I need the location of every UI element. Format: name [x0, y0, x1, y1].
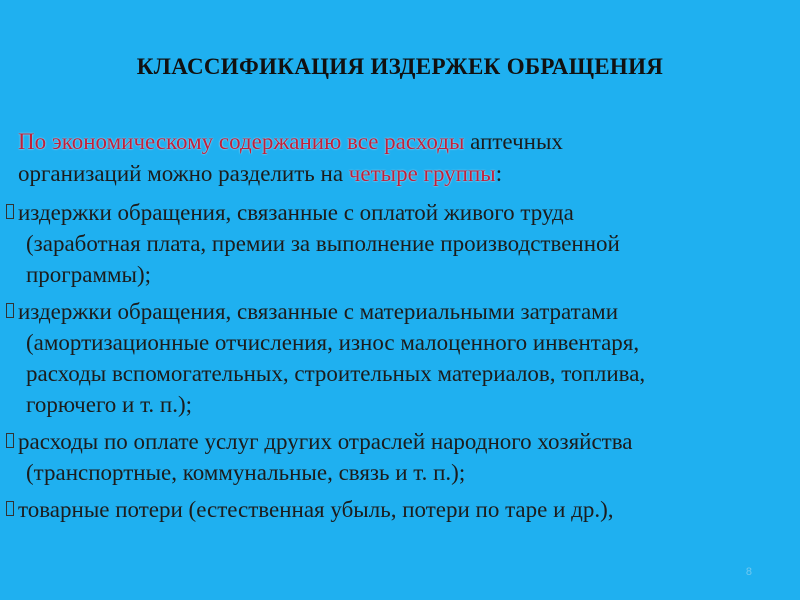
bullet-icon: [6, 204, 14, 219]
slide-title: КЛАССИФИКАЦИЯ ИЗДЕРЖЕК ОБРАЩЕНИЯ: [136, 54, 664, 79]
list-item: [6, 426, 786, 488]
list-item-text: товарные потери (естественная убыль, потери по таре и др.),: [18, 497, 614, 522]
bullet-icon: [6, 303, 14, 318]
bullet-icon: [6, 501, 14, 516]
list-item: [6, 494, 786, 525]
list-item-text: издержки обращения, связанные с материальными затратами: [18, 299, 619, 324]
list-item-text: расходы по оплате услуг других отраслей народного хозяйства: [18, 429, 633, 454]
list-item: [6, 197, 786, 290]
intro-highlight-1: По экономическому содержанию все расходы: [18, 129, 465, 154]
list-item-text: издержки обращения, связанные с оплатой живого труда: [18, 200, 574, 225]
intro-text-3: :: [495, 161, 503, 186]
intro-text-2: организаций можно разделить на: [18, 161, 349, 186]
list-item-continuation: (заработная плата, премии за выполнение производственной: [26, 231, 620, 256]
list-item-continuation: расходы вспомогательных, строительных материалов, топлива,: [26, 361, 646, 386]
bullet-icon: [6, 433, 14, 448]
list-item-continuation: (транспортные, коммунальные, связь и т. п.);: [26, 460, 466, 485]
intro-paragraph: [18, 126, 778, 190]
intro-text-1: аптечных: [464, 129, 563, 154]
intro-line-2: [18, 158, 778, 190]
intro-highlight-2: четыре группы: [348, 161, 496, 186]
list-item: [6, 296, 786, 420]
list-item-continuation: горючего и т. п.);: [26, 392, 193, 417]
list-item-continuation: (амортизационные отчисления, износ малоценного инвентаря,: [26, 330, 640, 355]
list-item-continuation: программы);: [26, 262, 152, 287]
cost-groups-list: [6, 197, 786, 531]
page-number: 8: [745, 566, 752, 578]
intro-line-1: [18, 126, 778, 158]
